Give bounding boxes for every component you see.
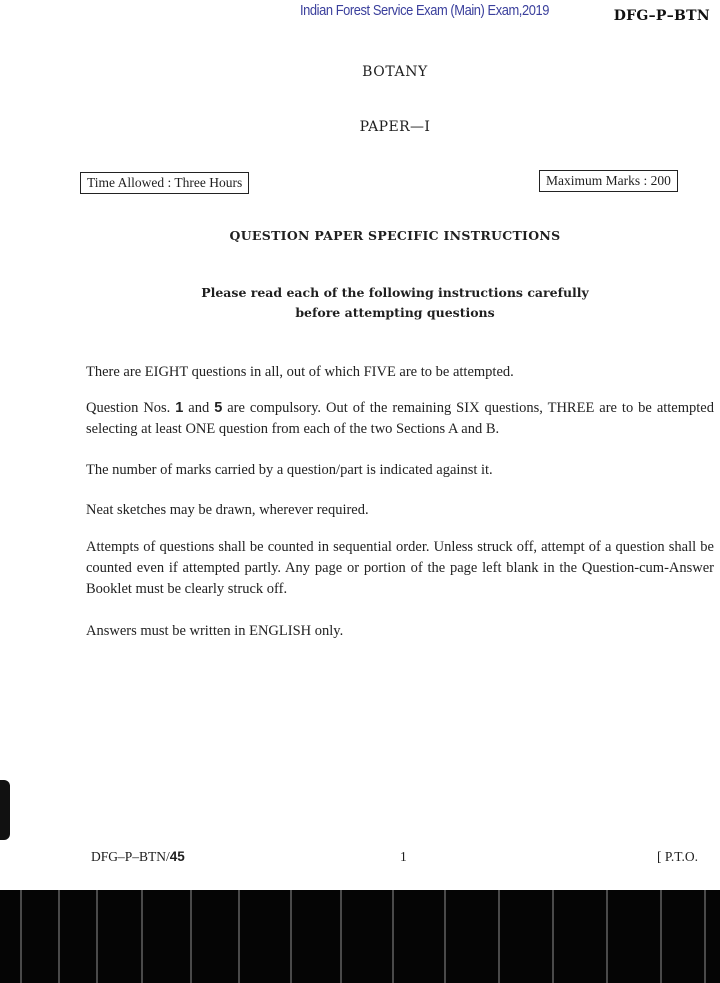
footer-code-number: 45 <box>169 849 185 864</box>
instructions-subheading-line2: before attempting questions <box>295 305 495 320</box>
footer-page-number: 1 <box>400 849 407 864</box>
footer-pto: [ P.T.O. <box>657 849 699 864</box>
instruction-paragraph-6: Answers must be written in ENGLISH only. <box>86 623 344 639</box>
footer-paper-code <box>91 849 185 865</box>
instructions-subheading-line1: Please read each of the following instructions carefully <box>201 285 589 300</box>
watermark-text: Indian Forest Service Exam (Main) Exam,2019 <box>300 2 549 19</box>
time-allowed-box: Time Allowed : Three Hours <box>80 172 249 194</box>
scan-edge-mark <box>0 780 10 840</box>
footer-code-prefix: DFG–P–BTN/ <box>91 849 170 864</box>
instruction-paragraph-5: Attempts of questions shall be counted in sequential order. Unless struck off, attempt of a question shall be counted even if attempted partly. Any page or portion of the page left blank in the Question-cum-Answer Booklet must be clearly struck off. <box>86 539 714 597</box>
instruction-paragraph-2 <box>86 398 714 440</box>
subject-title: BOTANY <box>362 64 428 80</box>
instruction-paragraph-3: The number of marks carried by a question/part is indicated against it. <box>86 462 493 478</box>
p2-text-a: Question Nos. <box>86 400 176 416</box>
p2-bold-1: 1 <box>175 400 184 416</box>
p2-bold-5: 5 <box>214 400 223 416</box>
instruction-paragraph-1: There are EIGHT questions in all, out of which FIVE are to be attempted. <box>86 364 514 380</box>
instruction-paragraph-4: Neat sketches may be drawn, wherever required. <box>86 502 369 518</box>
maximum-marks-box: Maximum Marks : 200 <box>539 170 678 192</box>
scan-dark-border <box>0 890 720 983</box>
paper-title: PAPER—I <box>359 119 431 135</box>
p2-text-d: are compulsory. Out of the remaining SIX questions, THREE are to be attempted selecting at least ONE question from each of the two Sections A and B. <box>86 400 714 437</box>
paper-code-top: DFG–P–BTN <box>613 8 710 24</box>
p2-text-c: and <box>183 400 215 416</box>
instructions-heading: QUESTION PAPER SPECIFIC INSTRUCTIONS <box>229 228 561 243</box>
